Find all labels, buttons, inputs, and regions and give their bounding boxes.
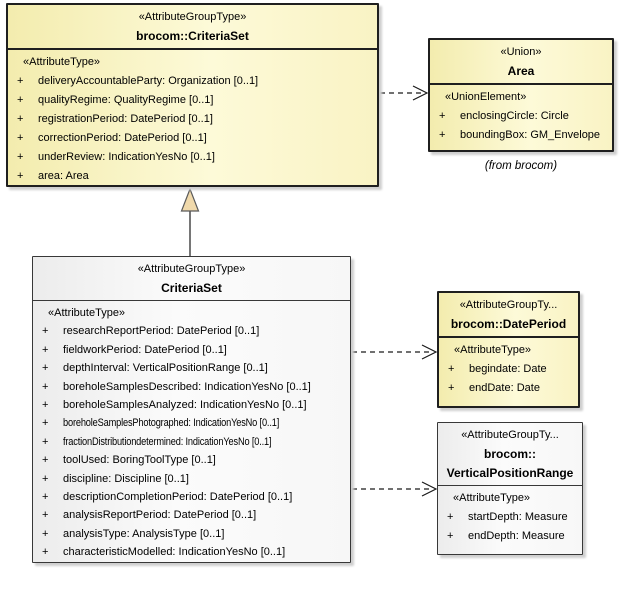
attribute-row: + analysisType: AnalysisType [0..1] — [42, 527, 225, 540]
stereotype-label: «AttributeGroupType» — [137, 263, 246, 275]
attribute-row: + fractionDistributiondetermined: IndicationYesNo [0..1] — [42, 435, 272, 448]
stereotype-label: «AttributeGroupType» — [138, 11, 247, 23]
class-box-brocom-dateperiod[interactable] — [437, 291, 580, 408]
attribute-row: + characteristicModelled: IndicationYesNo [0..1] — [42, 546, 286, 559]
attribute-row: + fieldworkPeriod: DatePeriod [0..1] — [42, 343, 227, 356]
class-attributes — [8, 50, 377, 186]
class-header — [439, 293, 578, 338]
attribute-row: + boreholeSamplesDescribed: IndicationYesNo [0..1] — [42, 380, 311, 393]
class-attributes — [33, 301, 350, 562]
stereotype-label: «AttributeGroupTy... — [461, 429, 559, 441]
class-box-area[interactable] — [428, 38, 614, 152]
dependency-arrow-verticalpositionrange[interactable] — [352, 482, 436, 496]
class-name: brocom::CriteriaSet — [136, 29, 249, 43]
attribute-row: + enclosingCircle: Circle — [439, 110, 569, 122]
section-label: «AttributeType» — [23, 56, 101, 68]
class-name: brocom::DatePeriod — [450, 317, 567, 331]
class-header — [33, 257, 350, 301]
class-name-line1: brocom:: — [484, 447, 536, 461]
attribute-row: + boundingBox: GM_Envelope — [439, 129, 601, 141]
attribute-row: + toolUsed: BoringToolType [0..1] — [42, 454, 216, 467]
generalization-triangle-icon — [182, 189, 199, 211]
attribute-row: + discipline: Discipline [0..1] — [42, 472, 189, 485]
class-name: CriteriaSet — [161, 281, 222, 295]
attribute-row: + correctionPeriod: DatePeriod [0..1] — [17, 132, 207, 144]
section-label: «AttributeType» — [453, 492, 531, 504]
class-header — [8, 5, 377, 50]
class-attributes — [439, 338, 578, 398]
attribute-row: + researchReportPeriod: DatePeriod [0..1] — [42, 325, 260, 338]
attribute-row: + deliveryAccountableParty: Organization [0..1] — [17, 75, 259, 87]
section-label: «AttributeType» — [48, 307, 126, 319]
dependency-arrow-dateperiod[interactable] — [352, 345, 436, 359]
class-attributes — [430, 85, 612, 145]
attribute-row: + depthInterval: VerticalPositionRange [0..1] — [42, 362, 268, 375]
attribute-row: + qualityRegime: QualityRegime [0..1] — [17, 94, 214, 106]
generalization-connector[interactable] — [182, 189, 199, 257]
attribute-row: + boreholeSamplesAnalyzed: IndicationYesNo [0..1] — [42, 399, 307, 412]
dependency-arrow-area[interactable] — [380, 86, 427, 100]
class-name: Area — [507, 64, 535, 78]
stereotype-label: «Union» — [500, 46, 542, 58]
class-attributes — [438, 486, 582, 546]
attribute-row: + underReview: IndicationYesNo [0..1] — [17, 151, 215, 163]
attribute-row: + endDepth: Measure — [447, 530, 565, 542]
attribute-row: + analysisReportPeriod: DatePeriod [0..1] — [42, 509, 257, 522]
attribute-row: + begindate: Date — [448, 363, 547, 375]
class-box-brocom-criteriaset[interactable] — [6, 3, 379, 187]
attribute-row: + startDepth: Measure — [447, 511, 568, 523]
section-label: «AttributeType» — [454, 344, 532, 356]
attribute-row: + descriptionCompletionPeriod: DatePeriod [0..1] — [42, 491, 293, 504]
attribute-row: + area: Area — [17, 170, 89, 182]
from-package-note: (from brocom) — [484, 160, 558, 172]
class-header — [438, 423, 582, 486]
class-name-line2: VerticalPositionRange — [446, 466, 574, 480]
stereotype-label: «AttributeGroupTy... — [459, 299, 558, 311]
section-label: «UnionElement» — [445, 91, 527, 103]
attribute-row: + registrationPeriod: DatePeriod [0..1] — [17, 113, 213, 125]
class-header — [430, 40, 612, 85]
attribute-row: + endDate: Date — [448, 382, 540, 394]
class-box-brocom-verticalpositionrange[interactable] — [437, 422, 583, 555]
attribute-row: + boreholeSamplesPhotographed: IndicationYesNo [0..1] — [42, 417, 280, 430]
class-box-criteriaset[interactable] — [32, 256, 351, 563]
